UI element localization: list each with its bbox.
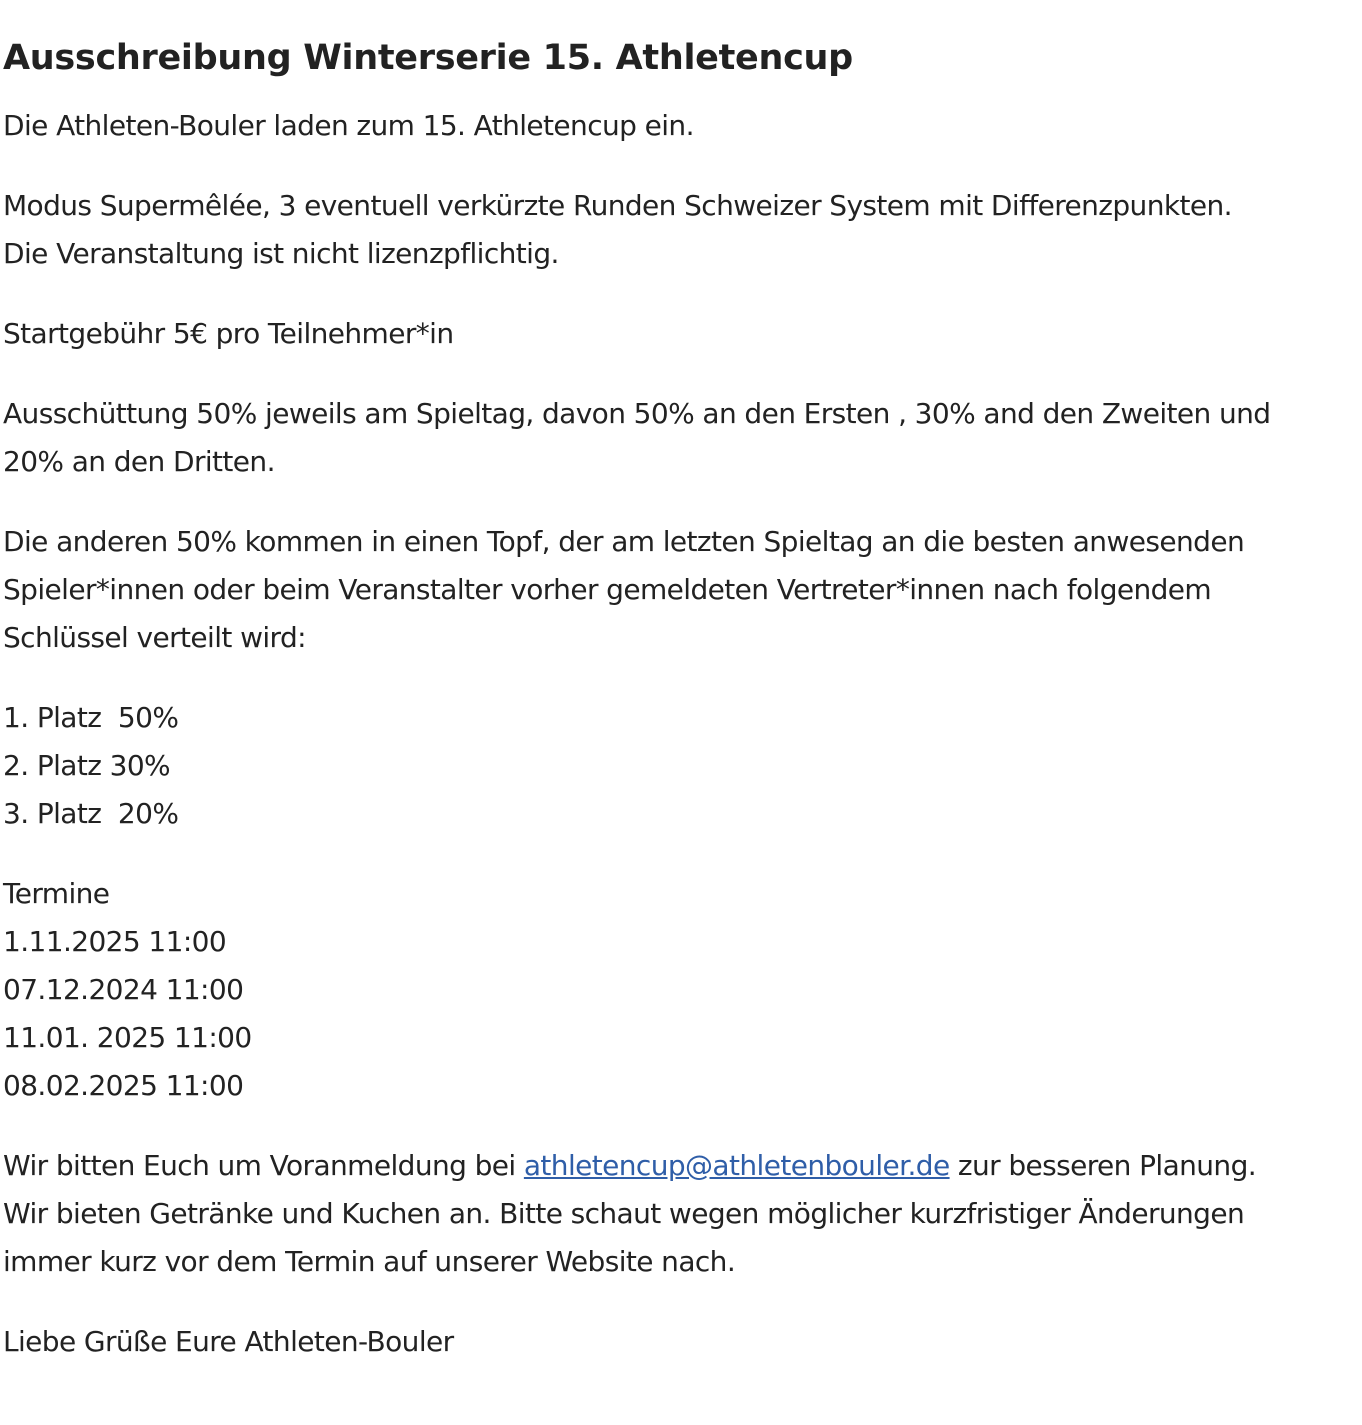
pot-line-2: Spieler*innen oder beim Veranstalter vorher gemeldeten Vertreter*innen nach folgendem [3, 573, 1212, 606]
intro-text: Die Athleten-Bouler laden zum 15. Athletencup ein. [3, 109, 694, 142]
ranking-list [3, 694, 1343, 838]
ranking-item: 2. Platz 30% [3, 749, 171, 782]
mode-line-1: Modus Supermêlée, 3 eventuell verkürzte Runden Schweizer System mit Differenzpunkten. [3, 189, 1232, 222]
dates-list [3, 870, 1343, 1110]
closing-paragraph [3, 1318, 1343, 1366]
registration-text-before: Wir bitten Euch um Voranmeldung bei [3, 1149, 524, 1182]
closing-text: Liebe Grüße Eure Athleten-Bouler [3, 1325, 454, 1358]
registration-line-2: Wir bieten Getränke und Kuchen an. Bitte schaut wegen möglicher kurzfristiger Änderungen [3, 1197, 1245, 1230]
ranking-item: 1. Platz 50% [3, 701, 179, 734]
date-item: 11.01. 2025 11:00 [3, 1021, 252, 1054]
mode-paragraph [3, 182, 1343, 278]
payout-line-1: Ausschüttung 50% jeweils am Spieltag, davon 50% an den Ersten , 30% and den Zweiten und [3, 397, 1271, 430]
payout-line-2: 20% an den Dritten. [3, 445, 275, 478]
date-item: 08.02.2025 11:00 [3, 1069, 244, 1102]
fee-text: Startgebühr 5€ pro Teilnehmer*in [3, 317, 454, 350]
registration-paragraph [3, 1142, 1343, 1286]
registration-text-after: zur besseren Planung. [949, 1149, 1257, 1182]
payout-paragraph [3, 390, 1343, 486]
date-item: 1.11.2025 11:00 [3, 925, 227, 958]
pot-paragraph [3, 518, 1343, 662]
page-title: Ausschreibung Winterserie 15. Athletencup [3, 38, 853, 78]
pot-line-3: Schlüssel verteilt wird: [3, 621, 306, 654]
pot-line-1: Die anderen 50% kommen in einen Topf, der am letzten Spieltag an die besten anwesenden [3, 525, 1245, 558]
email-link[interactable]: athletencup@athletenbouler.de [523, 1149, 950, 1182]
date-item: 07.12.2024 11:00 [3, 973, 244, 1006]
dates-heading: Termine [3, 877, 110, 910]
ranking-item: 3. Platz 20% [3, 797, 179, 830]
registration-line-1 [3, 1142, 1343, 1190]
mode-line-2: Die Veranstaltung ist nicht lizenzpflichtig. [3, 237, 559, 270]
intro-paragraph [3, 102, 1343, 150]
fee-paragraph [3, 310, 1343, 358]
registration-line-3: immer kurz vor dem Termin auf unserer Website nach. [3, 1245, 736, 1278]
